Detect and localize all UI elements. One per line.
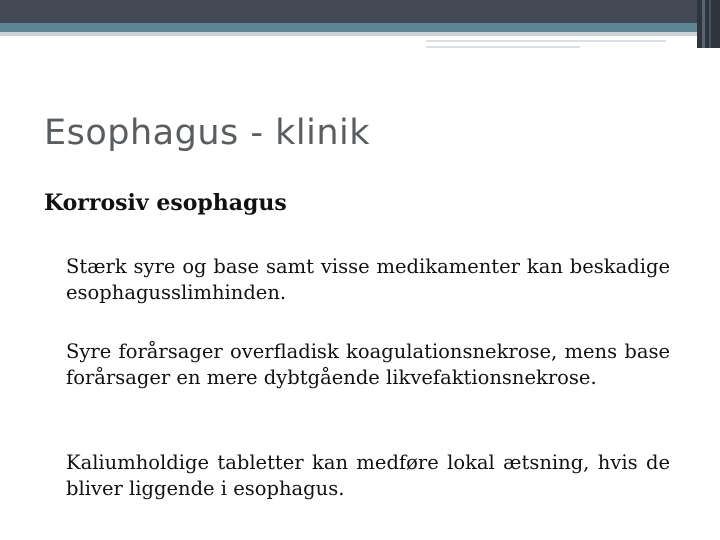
paragraph-1: Stærk syre og base samt visse medikamenter kan beskadige esophagusslimhinden. xyxy=(66,255,670,304)
header-band-dark xyxy=(0,0,720,23)
corner-decoration-stripe xyxy=(702,0,705,48)
header-band-light xyxy=(0,32,720,36)
header-band-teal xyxy=(0,23,720,32)
corner-decoration-stripe-2 xyxy=(709,0,711,48)
paragraph-2: Syre forårsager overfladisk koagulationsnekrose, mens base forårsager en mere dybtgående likvefaktionsnekrose. xyxy=(66,340,670,389)
decorative-line-short xyxy=(426,46,580,48)
slide-title: Esophagus - klinik xyxy=(44,113,371,153)
paragraph-3: Kaliumholdige tabletter kan medføre lokal ætsning, hvis de bliver liggende i esophagus. xyxy=(66,451,670,500)
decorative-line-long xyxy=(426,40,666,42)
slide-subtitle: Korrosiv esophagus xyxy=(44,190,287,216)
